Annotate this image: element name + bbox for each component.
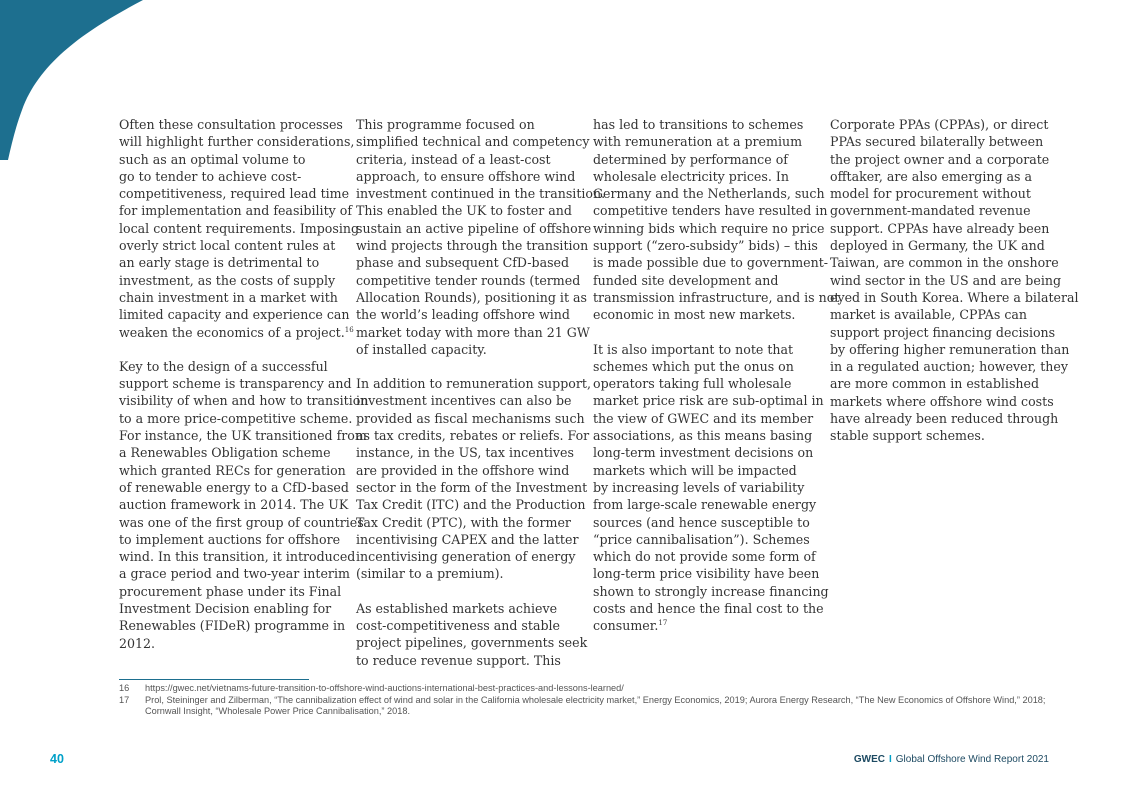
text-line: to implement auctions for offshore xyxy=(119,531,341,547)
text-line: are provided in the offshore wind xyxy=(356,462,570,478)
text-line: support (“zero-subsidy” bids) – this xyxy=(593,238,818,254)
text-line: an early stage is detrimental to xyxy=(119,255,320,271)
text-column-1 xyxy=(119,116,369,652)
text-column-2 xyxy=(356,116,606,669)
footer-report-title xyxy=(854,754,1049,765)
text-line: consumer.$^{17}$ xyxy=(593,618,668,634)
footnote-reference[interactable]: 17 xyxy=(658,619,668,628)
text-line: wind. In this transition, it introduced xyxy=(119,549,356,565)
text-line: by increasing levels of variability xyxy=(593,479,805,495)
footnote-line[interactable]: https://gwec.net/vietnams-future-transition-to-offshore-wind-auctions-international-best-practices-and-lessons-learned/ xyxy=(145,683,624,693)
text-line: a Renewables Obligation scheme xyxy=(119,445,331,461)
text-line: government-mandated revenue xyxy=(830,203,1031,219)
text-line: approach, to ensure offshore wind xyxy=(356,168,576,184)
text-line: long-term price visibility have been xyxy=(593,566,820,582)
text-line: procurement phase under its Final xyxy=(119,583,342,599)
text-line: Often these consultation processes xyxy=(119,117,343,132)
text-line: criteria, instead of a least-cost xyxy=(356,151,551,167)
text-line: markets where offshore wind costs xyxy=(830,393,1054,409)
footnote-reference[interactable]: 16 xyxy=(344,325,354,334)
text-line: support. CPPAs have already been xyxy=(830,220,1050,236)
text-line: competitive tenders have resulted in xyxy=(593,203,828,219)
text-line: overly strict local content rules at xyxy=(119,238,336,254)
text-line: Key to the design of a successful xyxy=(119,358,328,374)
text-line: As established markets achieve xyxy=(356,600,558,616)
text-line: market price risk are sub-optimal in xyxy=(593,393,824,409)
text-line: such as an optimal volume to xyxy=(119,151,306,167)
paragraph xyxy=(356,375,591,583)
text-line: Allocation Rounds), positioning it as xyxy=(356,289,587,305)
text-line: markets which will be impacted xyxy=(593,462,797,478)
paragraph xyxy=(119,116,360,341)
text-line: a grace period and two-year interim xyxy=(119,566,350,582)
paragraph xyxy=(356,116,606,358)
text-line: schemes which put the onus on xyxy=(593,358,794,374)
footer-title: Global Offshore Wind Report 2021 xyxy=(895,754,1049,765)
text-line: competitive tender rounds (termed xyxy=(356,272,581,288)
text-line: go to tender to achieve cost- xyxy=(119,168,302,184)
text-line: was one of the first group of countries xyxy=(119,514,364,530)
text-line: 2012. xyxy=(119,635,156,651)
text-line: is made possible due to government- xyxy=(593,255,829,271)
text-line: to a more price-competitive scheme. xyxy=(119,410,353,426)
text-line: Tax Credit (PTC), with the former xyxy=(356,514,571,530)
text-line: Investment Decision enabling for xyxy=(119,601,332,617)
text-line: sources (and hence susceptible to xyxy=(593,514,810,530)
footnotes xyxy=(119,683,1049,718)
paragraph xyxy=(119,358,369,652)
text-line: shown to strongly increase financing xyxy=(593,583,829,599)
text-line: from large-scale renewable energy xyxy=(593,497,817,513)
paragraph xyxy=(356,600,588,669)
footer-separator: I xyxy=(888,754,892,765)
text-line: offtaker, are also emerging as a xyxy=(830,168,1033,184)
text-line: by offering higher remuneration than xyxy=(830,341,1070,357)
text-line: wind projects through the transition xyxy=(356,238,589,254)
text-line: model for procurement without xyxy=(830,186,1031,202)
text-line: local content requirements. Imposing xyxy=(119,220,360,236)
paragraph xyxy=(593,116,840,324)
text-line: (similar to a premium). xyxy=(356,566,504,582)
text-line: phase and subsequent CfD-based xyxy=(356,255,570,271)
text-line: the project owner and a corporate xyxy=(830,151,1050,167)
text-line: competitiveness, required lead time xyxy=(119,186,350,202)
text-line: transmission infrastructure, and is not xyxy=(593,289,840,305)
text-line: project pipelines, governments seek xyxy=(356,635,588,651)
footnote-text xyxy=(145,683,1049,695)
text-line: sustain an active pipeline of offshore xyxy=(356,220,592,236)
text-line: provided as fiscal mechanisms such xyxy=(356,410,585,426)
text-line: investment, as the costs of supply xyxy=(119,272,336,288)
text-line: simplified technical and competency xyxy=(356,134,590,150)
text-line: determined by performance of xyxy=(593,151,788,167)
text-line: support project financing decisions xyxy=(830,324,1056,340)
footnote-number: 16 xyxy=(119,683,130,693)
text-line: instance, in the US, tax incentives xyxy=(356,445,574,461)
page-number: 40 xyxy=(50,752,64,766)
footnote-17 xyxy=(119,695,1049,718)
text-line: costs and hence the final cost to the xyxy=(593,601,824,617)
text-line: Renewables (FIDeR) programme in xyxy=(119,618,346,634)
text-line: This programme focused on xyxy=(356,117,535,132)
text-line: market today with more than 21 GW xyxy=(356,324,590,340)
text-line: This enabled the UK to foster and xyxy=(356,203,572,219)
text-line: wholesale electricity prices. In xyxy=(593,168,789,184)
paragraph xyxy=(830,116,1079,445)
text-line: Germany and the Netherlands, such xyxy=(593,186,825,202)
text-line: are more common in established xyxy=(830,376,1040,392)
text-line: the world’s leading offshore wind xyxy=(356,307,570,323)
footnote-number: 17 xyxy=(119,694,130,705)
text-line: long-term investment decisions on xyxy=(593,445,814,461)
text-line: of installed capacity. xyxy=(356,341,487,357)
text-line: for implementation and feasibility of xyxy=(119,203,353,219)
text-line: economic in most new markets. xyxy=(593,307,796,323)
text-line: which do not provide some form of xyxy=(593,549,816,565)
text-line: in a regulated auction; however, they xyxy=(830,359,1068,375)
text-line: incentivising generation of energy xyxy=(356,549,576,565)
text-line: limited capacity and experience can xyxy=(119,307,350,323)
text-line: investment incentives can also be xyxy=(356,393,572,409)
text-line: In addition to remuneration support, xyxy=(356,376,591,392)
text-line: Corporate PPAs (CPPAs), or direct xyxy=(830,117,1049,132)
text-line: as tax credits, rebates or reliefs. For xyxy=(356,428,590,444)
text-line: “price cannibalisation”). Schemes xyxy=(593,531,810,547)
footnote-line: Prol, Steininger and Zilberman, “The cannibalization effect of wind and solar in the California wholesale electricity market,” Energy Economics, 2019; Aurora Energy Research, “The New Economics of Offshore Wind,” 2018; xyxy=(145,694,1046,705)
paragraph xyxy=(593,341,829,635)
text-line: It is also important to note that xyxy=(593,341,794,357)
text-line: eyed in South Korea. Where a bilateral xyxy=(830,289,1079,305)
text-line: market is available, CPPAs can xyxy=(830,307,1028,323)
text-line: chain investment in a market with xyxy=(119,289,338,305)
text-line: investment continued in the transition. xyxy=(356,186,606,202)
text-line: the view of GWEC and its member xyxy=(593,410,814,426)
footnote-line: Cornwall Insight, “Wholesale Power Price Cannibalisation,” 2018. xyxy=(145,706,411,717)
text-line: Taiwan, are common in the onshore xyxy=(830,255,1059,271)
footnote-text xyxy=(145,695,1049,718)
text-line: of renewable energy to a CfD-based xyxy=(119,479,349,495)
text-line: winning bids which require no price xyxy=(593,220,825,236)
text-line: funded site development and xyxy=(593,272,779,288)
footnote-16 xyxy=(119,683,1049,695)
text-line: visibility of when and how to transition xyxy=(119,393,369,409)
text-line: auction framework in 2014. The UK xyxy=(119,497,349,513)
text-line: associations, as this means basing xyxy=(593,428,813,444)
text-line: Tax Credit (ITC) and the Production xyxy=(356,497,586,513)
text-line: to reduce revenue support. This xyxy=(356,652,561,668)
text-line: with remuneration at a premium xyxy=(593,134,803,150)
text-line: operators taking full wholesale xyxy=(593,376,792,392)
text-line: wind sector in the US and are being xyxy=(830,272,1062,288)
text-line: sector in the form of the Investment xyxy=(356,479,588,495)
text-line: will highlight further considerations, xyxy=(119,134,355,150)
footnote-divider xyxy=(119,679,309,680)
text-line: has led to transitions to schemes xyxy=(593,117,804,132)
text-line: support scheme is transparency and xyxy=(119,376,352,392)
text-line: PPAs secured bilaterally between xyxy=(830,134,1044,150)
text-line: weaken the economics of a project.$^{16}$ xyxy=(119,324,354,340)
text-line: which granted RECs for generation xyxy=(119,462,346,478)
text-line: incentivising CAPEX and the latter xyxy=(356,531,579,547)
text-line: cost-competitiveness and stable xyxy=(356,618,561,634)
text-line: For instance, the UK transitioned from xyxy=(119,428,367,444)
text-line: stable support schemes. xyxy=(830,428,985,444)
text-column-4 xyxy=(830,116,1079,445)
footer-brand: GWEC xyxy=(853,754,885,765)
text-line: deployed in Germany, the UK and xyxy=(830,238,1045,254)
text-line: have already been reduced through xyxy=(830,411,1059,427)
text-column-3 xyxy=(593,116,840,635)
